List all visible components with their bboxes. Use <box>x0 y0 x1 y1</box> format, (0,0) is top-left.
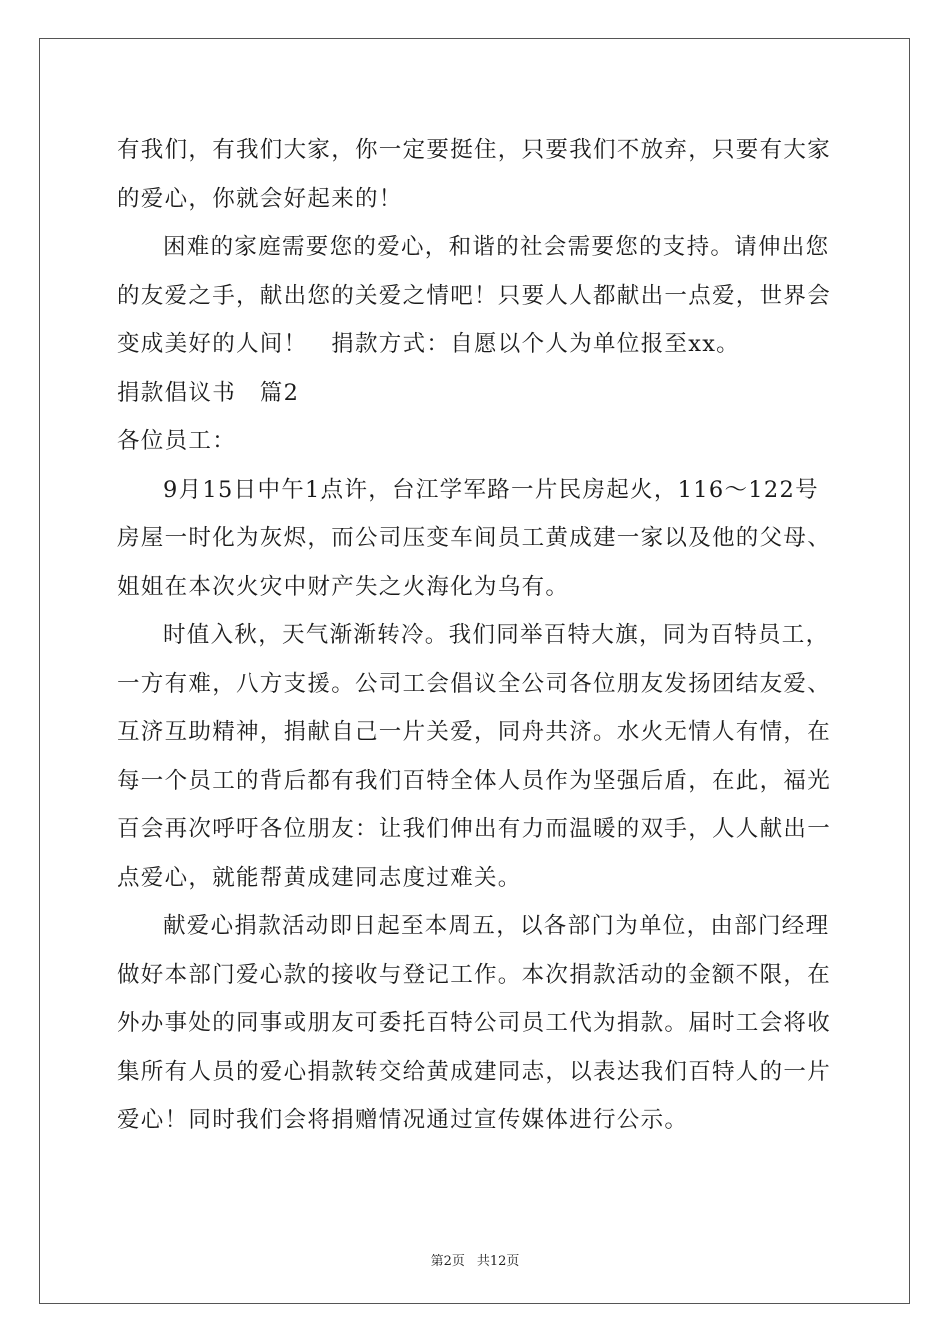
text-line: 互济互助精神，捐献自己一片关爱，同舟共济。水火无情人有情，在 <box>117 719 832 745</box>
text-line: 变成美好的人间！ 捐款方式：自愿以个人为单位报至xx。 <box>117 331 740 357</box>
page-total: 共12页 <box>476 1254 520 1269</box>
text-line: 献爱心捐款活动即日起至本周五，以各部门为单位，由部门经理 <box>163 913 830 939</box>
text-line: 的友爱之手，献出您的关爱之情吧！只要人人都献出一点爱，世界会 <box>117 282 832 309</box>
text-line: 时值入秋，天气渐渐转冷。我们同举百特大旗，同为百特员工， <box>163 622 830 648</box>
page-number: 第2页 <box>430 1254 465 1269</box>
text-line: 外办事处的同事或朋友可委托百特公司员工代为捐款。届时工会将收 <box>117 1010 832 1036</box>
text-line: 集所有人员的爱心捐款转交给黄成建同志，以表达我们百特人的一片 <box>117 1058 832 1085</box>
text-line: 的爱心，你就会好起来的！ <box>117 185 403 212</box>
text-line: 姐姐在本次火灾中财产失之火海化为乌有。 <box>117 573 570 600</box>
text-line: 9月15日中午1点许，台江学军路一片民房起火，116～122号 <box>163 476 819 503</box>
text-line: 爱心！同时我们会将捐赠情况通过宣传媒体进行公示。 <box>117 1107 689 1133</box>
text-line: 做好本部门爱心款的接收与登记工作。本次捐款活动的金额不限，在 <box>117 961 832 988</box>
text-line: 各位员工： <box>117 428 237 454</box>
text-line: 百会再次呼吁各位朋友：让我们伸出有力而温暖的双手，人人献出一 <box>117 816 832 842</box>
text-line: 困难的家庭需要您的爱心，和谐的社会需要您的支持。请伸出您 <box>163 234 830 260</box>
text-line: 捐款倡议书 篇2 <box>117 379 300 406</box>
text-line: 房屋一时化为灰烬，而公司压变车间员工黄成建一家以及他的父母、 <box>117 525 832 551</box>
document-body <box>117 126 837 1145</box>
text-line: 点爱心，就能帮黄成建同志度过难关。 <box>117 864 522 891</box>
text-line: 有我们，有我们大家，你一定要挺住，只要我们不放弃，只要有大家 <box>117 137 832 163</box>
page-footer <box>0 1250 950 1269</box>
text-line: 一方有难，八方支援。公司工会倡议全公司各位朋友发扬团结友爱、 <box>117 670 832 697</box>
text-line: 每一个员工的背后都有我们百特全体人员作为坚强后盾，在此，福光 <box>117 767 832 794</box>
